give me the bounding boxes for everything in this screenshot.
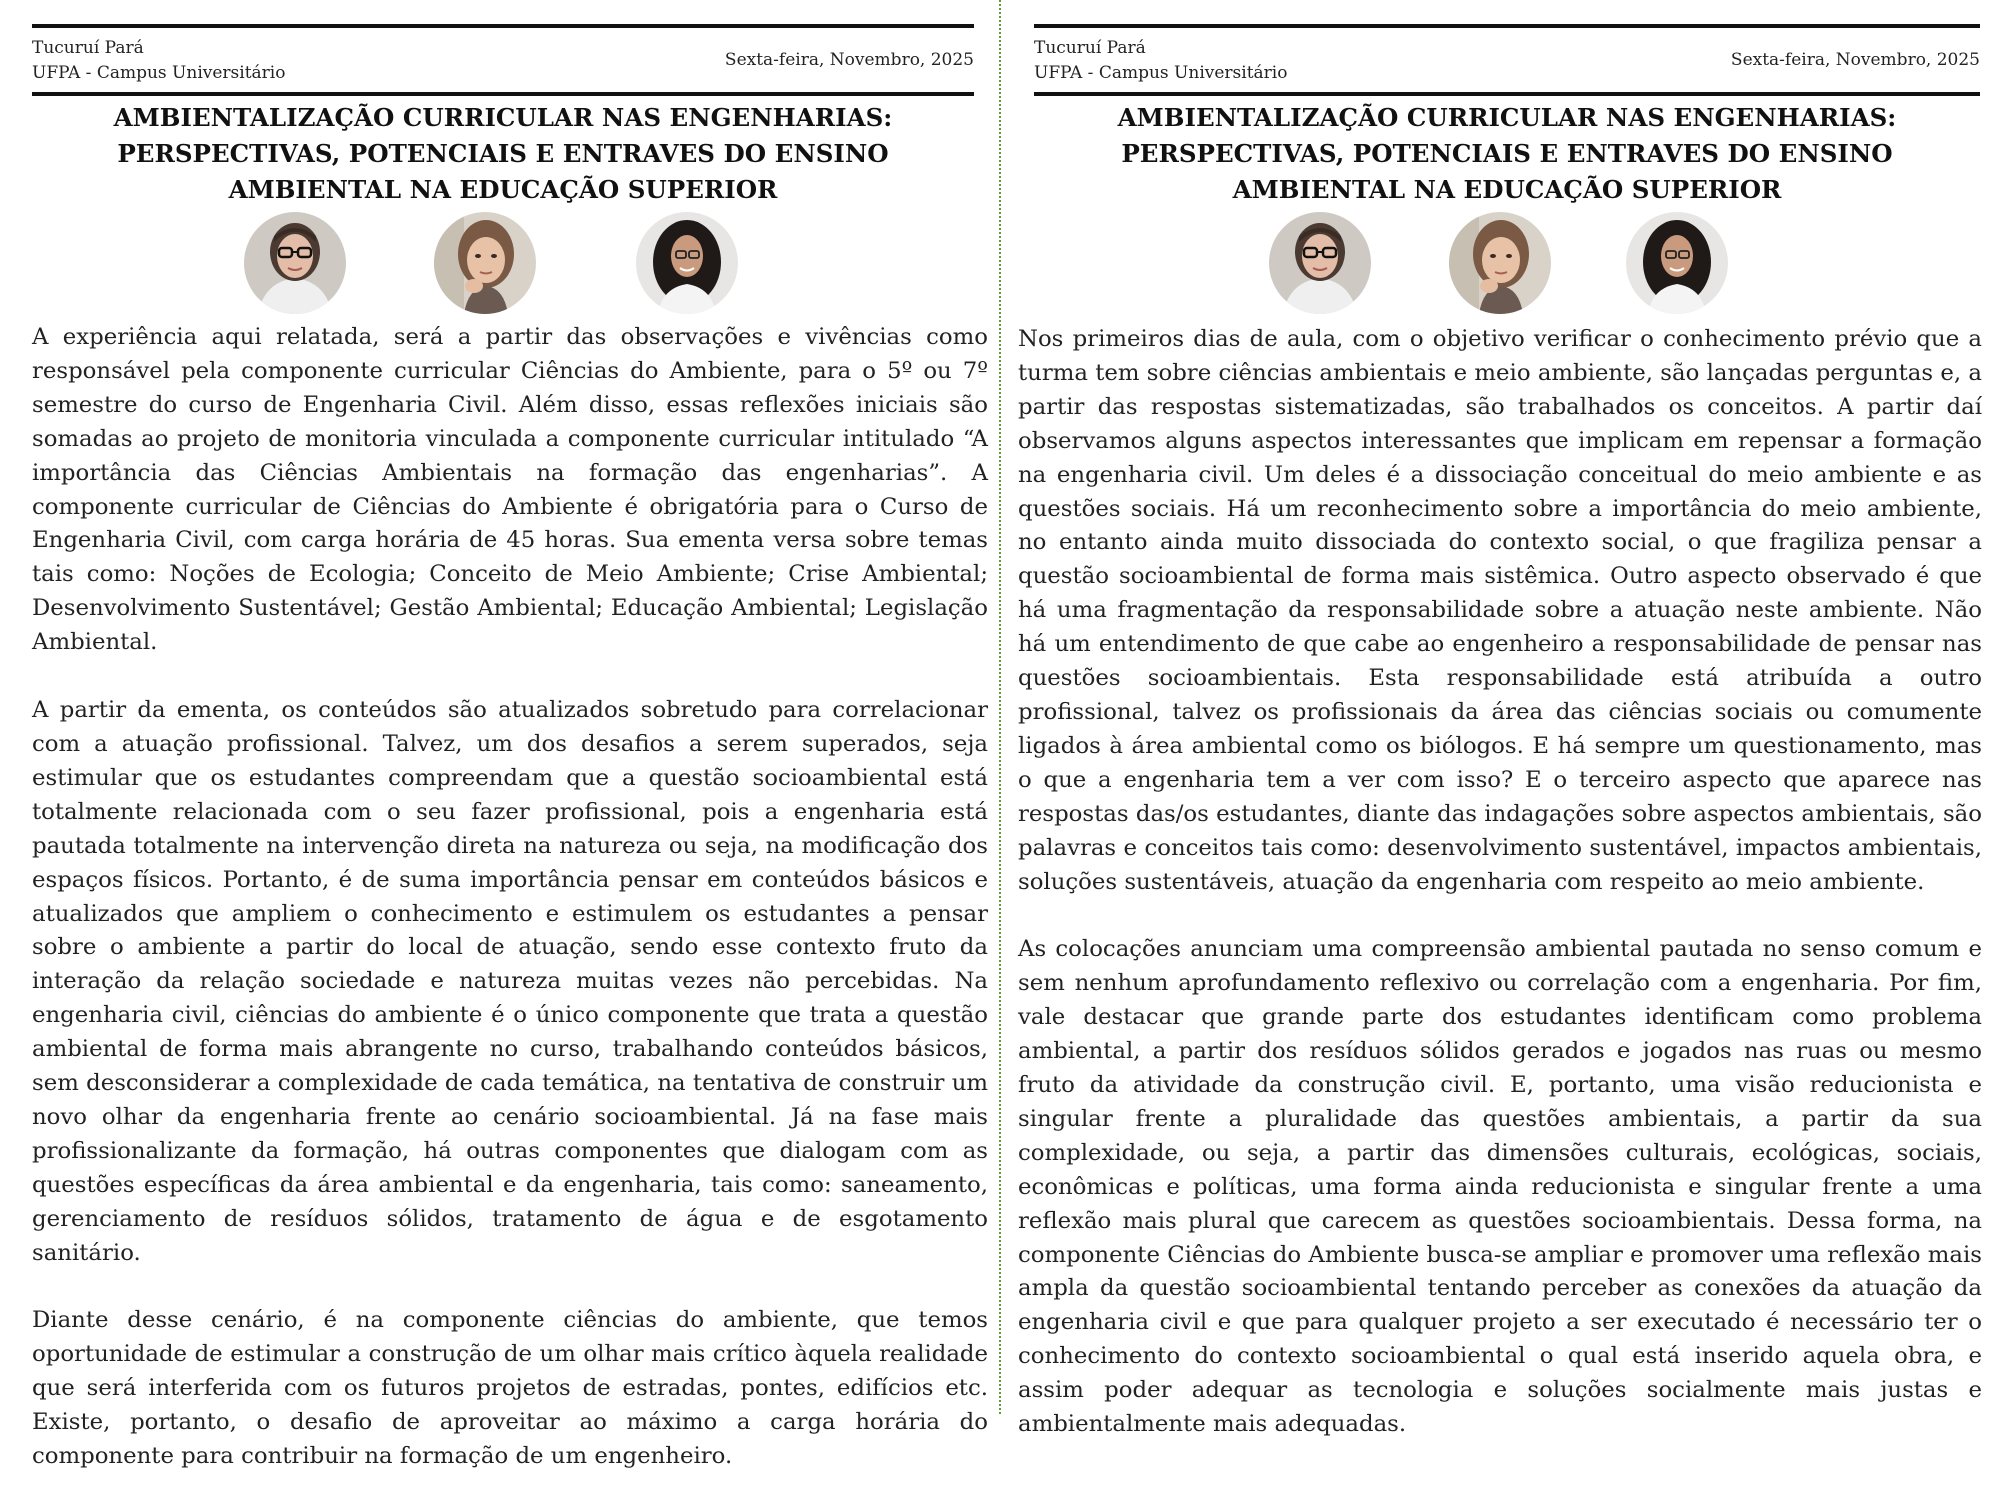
author-photo-1 [1269,212,1371,314]
left-article-body [32,321,988,1508]
header-location [32,36,285,86]
paragraph: Nos primeiros dias de aula, com o objetivo verificar o conhecimento prévio que a turma tem sobre ciências ambientais e meio ambiente, são lançadas perguntas e, a partir das respostas sistematizadas, são trabalhados os conceitos. A partir daí observamos alguns aspectos interessantes que implicam em repensar a formação na engenharia civil. Um deles é a dissociação conceitual do meio ambiente e as questões sociais. Há um reconhecimento sobre a importância do meio ambiente, no entanto ainda muito dissociada do contexto social, o que fragiliza pensar a questão socioambiental de forma mais sistêmica. Outro aspecto observado é que há uma fragmentação da responsabilidade sobre a atuação neste ambiente. Não há um entendimento de que cabe ao engenheiro a responsabilidade de pensar nas questões socioambientais. Esta responsabilidade está atribuída a outro profissional, talvez os profissionais da área das ciências sociais ou comumente ligados à área ambiental como os biólogos. E há sempre um questionamento, mas o que a engenharia tem a ver com isso? E o terceiro aspecto que aparece nas respostas das/os estudantes, diante das indagações sobre aspectos ambientais, são palavras e conceitos tais como: desenvolvimento sustentável, impactos ambientais, soluções sustentáveis, atuação da engenharia com respeito ao meio ambiente. [1018,326,1982,895]
location-city: Tucuruí Pará [1034,38,1146,58]
paragraph: As colocações anunciam uma compreensão ambiental pautada no senso comum e sem nenhum aprofundamento reflexivo ou correlação com a engenharia. Por fim, vale destacar que grande parte dos estudantes identificam como problema ambiental, a partir dos resíduos sólidos gerados e jogados nas ruas ou mesmo fruto da atividade da construção civil. E, portanto, uma visão reducionista e singular frente a pluralidade das questões ambientais, a partir da sua complexidade, ou seja, a partir das dimensões culturais, ecológicas, sociais, econômicas e políticas, uma forma ainda reducionista e singular frente a uma reflexão mais plural que carecem as questões socioambientais. Dessa forma, na componente Ciências do Ambiente busca-se ampliar e promover uma reflexão mais ampla da questão socioambiental tentando perceber as conexões da atuação da engenharia civil e que para qualquer projeto a ser executado é necessário ter o conhecimento do contexto socioambiental o qual está inserido aquela obra, e assim poder adequar as tecnologia e soluções socialmente mais justas e ambientalmente mais adequadas. [1018,936,1982,1438]
title-line-2: PERSPECTIVAS, POTENCIAIS E ENTRAVES DO ENSINO [117,139,889,168]
location-campus: UFPA - Campus Universitário [1034,63,1288,83]
right-article-body [1018,323,1982,1476]
author-photo-3 [636,212,738,314]
author-photo-2 [1449,212,1551,314]
title-line-3: AMBIENTAL NA EDUCAÇÃO SUPERIOR [1232,175,1782,204]
article-title [1034,100,1980,208]
header-date: Sexta-feira, Novembro, 2025 [1730,50,1980,70]
location-city: Tucuruí Pará [32,38,144,58]
author-photo-2 [434,212,536,314]
left-page [0,0,1000,1470]
title-line-1: AMBIENTALIZAÇÃO CURRICULAR NAS ENGENHARIAS: [1117,103,1897,132]
title-line-3: AMBIENTAL NA EDUCAÇÃO SUPERIOR [228,175,778,204]
paragraph: A partir da ementa, os conteúdos são atualizados sobretudo para correlacionar com a atuação profissional. Talvez, um dos desafios a serem superados, seja estimular que os estudantes compreendam que a questão socioambiental está totalmente relacionada com o seu fazer profissional, pois a engenharia está pautada totalmente na intervenção direta na natureza ou seja, na modificação dos espaços físicos. Portanto, é de suma importância pensar em conteúdos básicos e atualizados que ampliem o conhecimento e estimulem os estudantes a pensar sobre o ambiente a partir do local de atuação, sendo esse contexto fruto da interação da relação sociedade e natureza muitas vezes não percebidas. Na engenharia civil, ciências do ambiente é o único componente que trata a questão ambiental de forma mais abrangente no curso, trabalhando conteúdos básicos, sem desconsiderar a complexidade de cada temática, na tentativa de construir um novo olhar da engenharia frente ao cenário socioambiental. Já na fase mais profissionalizante da formação, há outras componentes que dialogam com as questões específicas da área ambiental e da engenharia, tais como: saneamento, gerenciamento de resíduos sólidos, tratamento de água e de esgotamento sanitário. [32,697,988,1266]
article-title [32,100,974,208]
header-date: Sexta-feira, Novembro, 2025 [724,50,974,70]
header-location [1034,36,1287,86]
location-campus: UFPA - Campus Universitário [32,63,286,83]
paragraph: A experiência aqui relatada, será a partir das observações e vivências como responsável pela componente curricular Ciências do Ambiente, para o 5º ou 7º semestre do curso de Engenharia Civil. Além disso, essas reflexões iniciais são somadas ao projeto de monitoria vinculada a componente curricular intitulado “A importância das Ciências Ambientais na formação das engenharias”. A componente curricular de Ciências do Ambiente é obrigatória para o Curso de Engenharia Civil, com carga horária de 45 horas. Sua ementa versa sobre temas tais como: Noções de Ecologia; Conceito de Meio Ambiente; Crise Ambiental; Desenvolvimento Sustentável; Gestão Ambiental; Educação Ambiental; Legislação Ambiental. [32,324,988,656]
title-line-2: PERSPECTIVAS, POTENCIAIS E ENTRAVES DO ENSINO [1121,139,1893,168]
author-photo-1 [244,212,346,314]
page-header [1034,24,1980,96]
paragraph: Diante desse cenário, é na componente ciências do ambiente, que temos oportunidade de estimular a construção de um olhar mais crítico àquela realidade que será interferida com os futuros projetos de estradas, pontes, edifícios etc. Existe, portanto, o desafio de aproveitar ao máximo a carga horária do componente para contribuir na formação de um engenheiro. [32,1307,988,1470]
right-page [1000,0,2000,1438]
title-line-1: AMBIENTALIZAÇÃO CURRICULAR NAS ENGENHARIAS: [113,103,893,132]
author-photo-3 [1626,212,1728,314]
page-header [32,24,974,96]
